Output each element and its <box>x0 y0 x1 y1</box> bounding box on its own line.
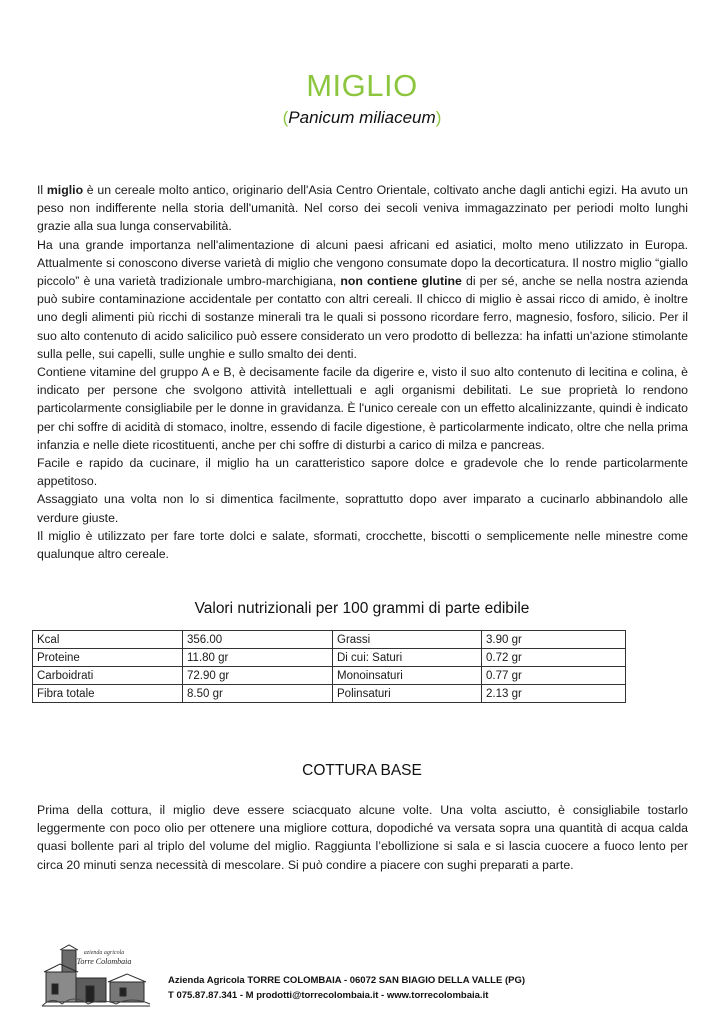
table-row <box>33 649 626 667</box>
table-cell: 356.00 <box>183 631 333 649</box>
intro-paragraph: Facile e rapido da cucinare, il miglio ha un caratteristico sapore dolce e gradevole che lo rende particolarmente appetitoso. <box>37 456 688 489</box>
table-row <box>33 631 626 649</box>
intro-p2-pre: Ha una grande importanza nell'alimentazione di alcuni paesi africani ed asiatici, molto meno utilizzato in Europa. Attualmente si conoscono diverse varietà di miglio che vengono consumate dopo la decorticatura. Il nostro miglio “giallo piccolo” è una varietà tradizionale umbro-marchigiana, <box>37 237 688 289</box>
table-cell: Proteine <box>33 649 183 667</box>
intro-paragraph: Il miglio è utilizzato per fare torte dolci e salate, sformati, crocchette, biscotti o semplicemente nelle minestre come qualunque altro cereale. <box>37 528 688 562</box>
table-cell: Polinsaturi <box>333 685 482 703</box>
table-cell: Kcal <box>33 631 183 649</box>
nutrition-heading: Valori nutrizionali per 100 grammi di parte edibile <box>194 600 530 617</box>
farm-building-drawing-icon <box>40 944 152 1008</box>
table-cell: 2.13 gr <box>482 685 626 703</box>
subtitle-paren-close: ) <box>435 108 442 127</box>
intro-p2-post: di per sé, anche se nella nostra azienda può subire contaminazione accidentale per contatto con altri cereali. Il chicco di miglio è assai ricco di amido, è inoltre uno degli alimenti più ricchi di sostanze minerali tra le quali si possono ricordare ferro, magnesio, fosforo, silicio. Per il suo alto contenuto di acido salicilico può essere considerato un vero prodotto di bellezza: ha infatti un'azione stimolante sulla pelle, sui capelli, sulle unghie e sullo smalto dei denti. <box>37 274 688 361</box>
table-cell: 11.80 gr <box>183 649 333 667</box>
page-title: MIGLIO <box>306 68 418 103</box>
subtitle-scientific-name: Panicum miliaceum <box>288 108 436 127</box>
table-cell: 0.77 gr <box>482 667 626 685</box>
intro-paragraph: Assaggiato una volta non lo si dimentica facilmente, soprattutto dopo aver imparato a cucinarlo abbinandolo alle verdure giuste. <box>37 492 688 525</box>
table-cell: 0.72 gr <box>482 649 626 667</box>
intro-text <box>37 181 688 563</box>
intro-p1-bold: miglio <box>46 183 84 197</box>
intro-p1-pre: Il <box>37 183 47 197</box>
table-cell: 8.50 gr <box>183 685 333 703</box>
table-cell: Di cui: Saturi <box>333 649 482 667</box>
footer-contacts <box>168 973 525 1003</box>
table-cell: 72.90 gr <box>183 667 333 685</box>
logo-line2: Torre Colombaia <box>76 957 132 966</box>
intro-paragraph <box>37 236 688 363</box>
table-row <box>33 685 626 703</box>
footer-contact-line: T 075.87.87.341 - M prodotti@torrecolombaia.it - www.torrecolombaia.it <box>168 990 489 1001</box>
table-cell: 3.90 gr <box>482 631 626 649</box>
nutrition-table <box>32 630 626 703</box>
logo-line1: azienda agricola <box>83 950 125 956</box>
footer-address: Azienda Agricola TORRE COLOMBAIA - 06072 SAN BIAGIO DELLA VALLE (PG) <box>168 975 525 986</box>
subtitle-paren-open: ( <box>282 108 289 127</box>
intro-p2-bold: non contiene glutine <box>340 274 462 289</box>
table-cell: Grassi <box>333 631 482 649</box>
table-cell: Carboidrati <box>33 667 183 685</box>
table-row <box>33 667 626 685</box>
intro-paragraph <box>37 181 688 236</box>
logo-drawing <box>40 944 152 1008</box>
page-subtitle <box>0 108 724 128</box>
table-cell: Fibra totale <box>33 685 183 703</box>
table-cell: Monoinsaturi <box>333 667 482 685</box>
cottura-text: Prima della cottura, il miglio deve essere sciacquato alcune volte. Una volta asciutto, è consigliabile tostarlo leggermente con poco olio per ottenere una migliore cottura, dopodiché va versata sopra una quantità di acqua calda quasi bollente pari al triplo del volume del miglio. Raggiunta l’ebollizione si sala e si lascia cuocere a fuoco lento per circa 20 minuti senza necessità di mescolare. Si può condire a piacere con sughi preparati a parte. <box>37 803 688 872</box>
intro-paragraph: Contiene vitamine del gruppo A e B, è decisamente facile da digerire e, visto il suo alto contenuto di lecitina e colina, è indicato per persone che svolgono attività intellettuali e agli organismi debilitati. Le sue proprietà lo rendono particolarmente consigliabile per le donne in gravidanza. È l'unico cereale con un effetto alcalinizzante, quindi è indicato per chi soffre di acidità di stomaco, inoltre, essendo di facile digestione, è particolarmente indicato, oltre che nella prima infanzia e nelle diete ricostituenti, anche per chi soffre di disturbi a carico di milza e pancreas. <box>37 365 688 452</box>
cottura-heading: COTTURA BASE <box>302 762 422 779</box>
intro-p1-post: è un cereale molto antico, originario dell'Asia Centro Orientale, coltivato anche dagli antichi egizi. Ha avuto un peso non indifferente nella storia dell'umanità. Nel corso dei secoli veniva immagazzinato per periodi molto lunghi grazie alla sua lunga conservabilità. <box>37 183 688 234</box>
